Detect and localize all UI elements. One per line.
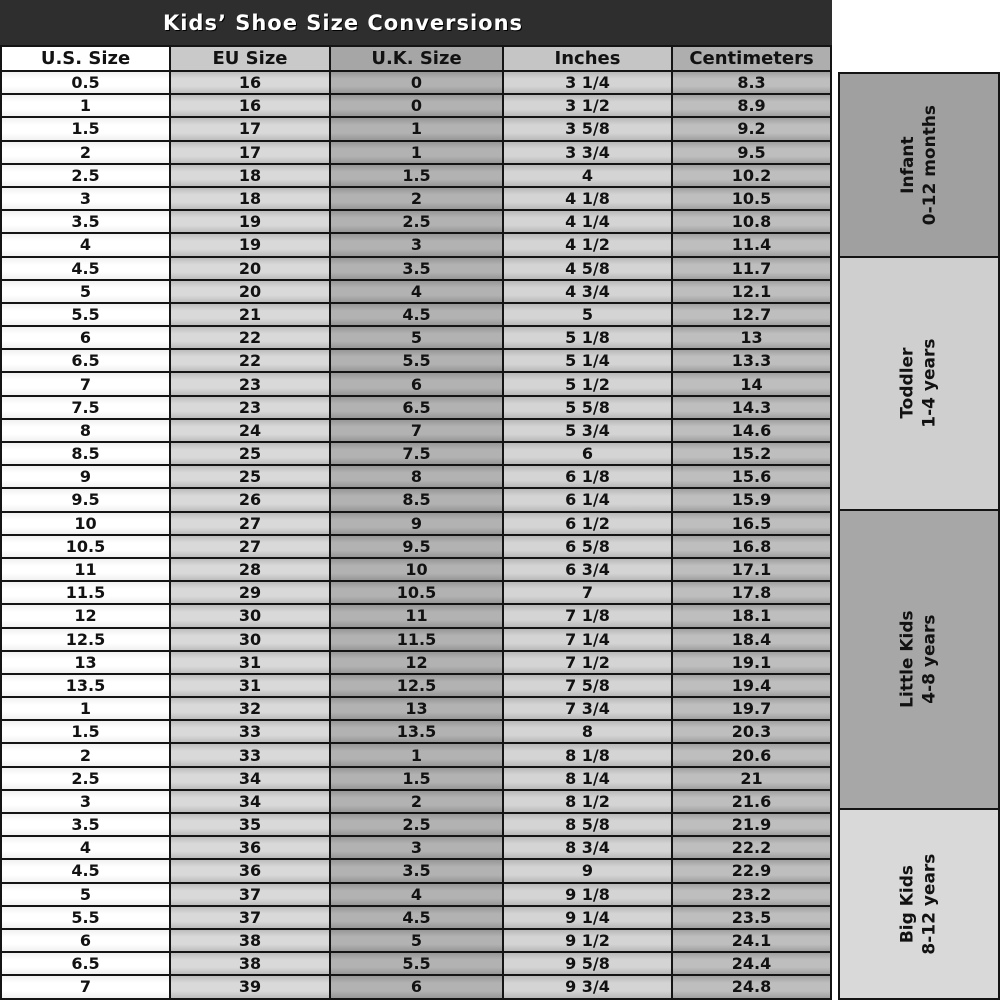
table-row [2,791,832,814]
cell-eu-size: 34 [171,791,331,814]
cell-centimeters: 24.4 [673,953,832,976]
cell-us-size: 4.5 [2,258,171,281]
age-group-label [897,105,941,225]
cell-inches: 8 3/4 [504,837,673,860]
cell-eu-size: 29 [171,582,331,605]
cell-inches: 7 [504,582,673,605]
cell-uk-size: 3 [331,837,504,860]
table-row [2,258,832,281]
age-group-name: Big Kids [897,865,918,944]
cell-uk-size: 4.5 [331,907,504,930]
cell-eu-size: 36 [171,837,331,860]
cell-eu-size: 38 [171,953,331,976]
cell-us-size: 0.5 [2,72,171,95]
cell-inches: 9 1/8 [504,884,673,907]
table-row [2,513,832,536]
table-row [2,652,832,675]
cell-us-size: 4.5 [2,860,171,883]
cell-uk-size: 0 [331,95,504,118]
cell-us-size: 3.5 [2,211,171,234]
cell-uk-size: 3 [331,234,504,257]
cell-eu-size: 30 [171,605,331,628]
title-bar [0,0,832,45]
cell-uk-size: 12.5 [331,675,504,698]
cell-uk-size: 11 [331,605,504,628]
table-row [2,582,832,605]
table-row [2,930,832,953]
cell-inches: 4 1/4 [504,211,673,234]
cell-inches: 3 1/4 [504,72,673,95]
cell-inches: 5 1/4 [504,350,673,373]
cell-centimeters: 14.3 [673,397,832,420]
cell-centimeters: 21.6 [673,791,832,814]
cell-us-size: 2 [2,142,171,165]
cell-eu-size: 35 [171,814,331,837]
cell-us-size: 4 [2,234,171,257]
cell-centimeters: 21 [673,768,832,791]
cell-uk-size: 7 [331,420,504,443]
cell-uk-size: 8 [331,466,504,489]
cell-centimeters: 15.2 [673,443,832,466]
cell-us-size: 7 [2,976,171,999]
cell-inches: 4 1/2 [504,234,673,257]
cell-inches: 4 [504,165,673,188]
cell-centimeters: 9.5 [673,142,832,165]
cell-eu-size: 18 [171,188,331,211]
cell-centimeters: 24.8 [673,976,832,999]
cell-centimeters: 19.7 [673,698,832,721]
cell-uk-size: 9 [331,513,504,536]
cell-eu-size: 38 [171,930,331,953]
cell-uk-size: 9.5 [331,536,504,559]
cell-eu-size: 20 [171,281,331,304]
cell-us-size: 5.5 [2,907,171,930]
cell-inches: 5 1/8 [504,327,673,350]
cell-us-size: 1.5 [2,118,171,141]
cell-us-size: 5 [2,884,171,907]
table-row [2,605,832,628]
age-group-label [897,611,941,708]
cell-inches: 8 [504,721,673,744]
cell-eu-size: 17 [171,118,331,141]
cell-inches: 3 5/8 [504,118,673,141]
cell-uk-size: 4.5 [331,304,504,327]
table-row [2,536,832,559]
table-row [2,976,832,999]
cell-us-size: 11 [2,559,171,582]
cell-uk-size: 6 [331,976,504,999]
table-header-row [2,45,832,72]
table-row [2,234,832,257]
cell-us-size: 1 [2,698,171,721]
column-header-centimeters: Centimeters [673,45,832,72]
table-row [2,559,832,582]
cell-inches: 9 1/4 [504,907,673,930]
age-group-sidebar [838,72,1000,1000]
cell-us-size: 5 [2,281,171,304]
cell-eu-size: 37 [171,884,331,907]
cell-uk-size: 11.5 [331,629,504,652]
cell-centimeters: 23.2 [673,884,832,907]
cell-uk-size: 10 [331,559,504,582]
cell-eu-size: 34 [171,768,331,791]
cell-us-size: 6.5 [2,953,171,976]
cell-centimeters: 18.4 [673,629,832,652]
table-row [2,884,832,907]
table-row [2,281,832,304]
age-group-label [897,854,941,955]
cell-uk-size: 12 [331,652,504,675]
cell-centimeters: 23.5 [673,907,832,930]
cell-us-size: 9.5 [2,489,171,512]
cell-centimeters: 14 [673,373,832,396]
column-header-us-size: U.S. Size [2,45,171,72]
table-row [2,72,832,95]
table-row [2,95,832,118]
cell-eu-size: 24 [171,420,331,443]
cell-centimeters: 17.1 [673,559,832,582]
age-group-little-kids [840,511,998,811]
cell-centimeters: 19.4 [673,675,832,698]
cell-centimeters: 19.1 [673,652,832,675]
age-group-name: Little Kids [897,610,918,709]
cell-centimeters: 20.3 [673,721,832,744]
cell-uk-size: 4 [331,281,504,304]
cell-inches: 4 5/8 [504,258,673,281]
cell-eu-size: 16 [171,72,331,95]
cell-eu-size: 16 [171,95,331,118]
cell-centimeters: 22.9 [673,860,832,883]
age-group-name: Toddler [897,347,918,419]
cell-inches: 5 3/4 [504,420,673,443]
cell-uk-size: 10.5 [331,582,504,605]
table-row [2,698,832,721]
cell-uk-size: 3.5 [331,860,504,883]
cell-us-size: 11.5 [2,582,171,605]
cell-uk-size: 2.5 [331,814,504,837]
cell-centimeters: 13.3 [673,350,832,373]
table-row [2,744,832,767]
cell-eu-size: 19 [171,234,331,257]
cell-inches: 9 5/8 [504,953,673,976]
cell-us-size: 13 [2,652,171,675]
cell-inches: 8 1/8 [504,744,673,767]
cell-centimeters: 8.3 [673,72,832,95]
cell-uk-size: 5.5 [331,350,504,373]
cell-us-size: 10 [2,513,171,536]
cell-uk-size: 6.5 [331,397,504,420]
cell-inches: 5 1/2 [504,373,673,396]
cell-centimeters: 22.2 [673,837,832,860]
table-row [2,768,832,791]
cell-centimeters: 8.9 [673,95,832,118]
cell-eu-size: 18 [171,165,331,188]
cell-uk-size: 5.5 [331,953,504,976]
cell-centimeters: 10.2 [673,165,832,188]
cell-us-size: 6.5 [2,350,171,373]
cell-uk-size: 4 [331,884,504,907]
cell-us-size: 13.5 [2,675,171,698]
cell-inches: 9 3/4 [504,976,673,999]
table-row [2,907,832,930]
age-group-range: 4-8 years [919,614,940,705]
cell-eu-size: 27 [171,513,331,536]
cell-centimeters: 15.6 [673,466,832,489]
cell-centimeters: 14.6 [673,420,832,443]
cell-us-size: 12 [2,605,171,628]
cell-centimeters: 10.5 [673,188,832,211]
cell-eu-size: 23 [171,397,331,420]
cell-eu-size: 22 [171,327,331,350]
table-row [2,188,832,211]
cell-eu-size: 25 [171,443,331,466]
cell-eu-size: 21 [171,304,331,327]
table-row [2,350,832,373]
column-header-eu-size: EU Size [171,45,331,72]
cell-eu-size: 31 [171,652,331,675]
cell-centimeters: 11.7 [673,258,832,281]
cell-us-size: 2.5 [2,768,171,791]
cell-eu-size: 30 [171,629,331,652]
cell-uk-size: 1 [331,118,504,141]
cell-us-size: 8 [2,420,171,443]
cell-us-size: 2.5 [2,165,171,188]
table-row [2,304,832,327]
cell-centimeters: 21.9 [673,814,832,837]
table-row [2,118,832,141]
table-row [2,489,832,512]
cell-inches: 4 3/4 [504,281,673,304]
cell-centimeters: 20.6 [673,744,832,767]
cell-centimeters: 12.1 [673,281,832,304]
cell-centimeters: 18.1 [673,605,832,628]
cell-us-size: 3 [2,791,171,814]
cell-uk-size: 2.5 [331,211,504,234]
table-row [2,953,832,976]
cell-eu-size: 39 [171,976,331,999]
cell-centimeters: 9.2 [673,118,832,141]
table-row [2,211,832,234]
cell-eu-size: 26 [171,489,331,512]
table-row [2,327,832,350]
cell-centimeters: 15.9 [673,489,832,512]
cell-inches: 9 1/2 [504,930,673,953]
cell-us-size: 5.5 [2,304,171,327]
cell-inches: 6 5/8 [504,536,673,559]
cell-uk-size: 0 [331,72,504,95]
cell-us-size: 3 [2,188,171,211]
cell-us-size: 1 [2,95,171,118]
age-group-range: 0-12 months [920,104,940,225]
table-row [2,629,832,652]
table-row [2,466,832,489]
cell-centimeters: 17.8 [673,582,832,605]
table-row [2,721,832,744]
cell-inches: 7 1/4 [504,629,673,652]
cell-us-size: 12.5 [2,629,171,652]
cell-eu-size: 33 [171,744,331,767]
cell-uk-size: 5 [331,327,504,350]
cell-inches: 3 1/2 [504,95,673,118]
table-row [2,814,832,837]
cell-eu-size: 36 [171,860,331,883]
cell-centimeters: 12.7 [673,304,832,327]
cell-us-size: 10.5 [2,536,171,559]
age-group-infant [840,74,998,258]
cell-us-size: 3.5 [2,814,171,837]
cell-inches: 4 1/8 [504,188,673,211]
table-row [2,860,832,883]
cell-uk-size: 2 [331,188,504,211]
cell-eu-size: 33 [171,721,331,744]
cell-us-size: 9 [2,466,171,489]
table-row [2,165,832,188]
age-group-range: 1-4 years [920,338,940,428]
cell-inches: 7 5/8 [504,675,673,698]
column-header-uk-size: U.K. Size [331,45,504,72]
cell-centimeters: 13 [673,327,832,350]
cell-us-size: 1.5 [2,721,171,744]
cell-us-size: 4 [2,837,171,860]
cell-inches: 8 1/2 [504,791,673,814]
cell-uk-size: 5 [331,930,504,953]
age-group-big-kids [840,810,998,998]
conversion-table [0,45,832,1000]
cell-uk-size: 2 [331,791,504,814]
table-row [2,373,832,396]
cell-inches: 7 3/4 [504,698,673,721]
cell-eu-size: 31 [171,675,331,698]
cell-inches: 8 5/8 [504,814,673,837]
cell-inches: 7 1/8 [504,605,673,628]
cell-inches: 6 1/4 [504,489,673,512]
cell-inches: 9 [504,860,673,883]
age-group-toddler [840,258,998,511]
cell-uk-size: 1.5 [331,165,504,188]
cell-inches: 5 5/8 [504,397,673,420]
cell-uk-size: 1.5 [331,768,504,791]
cell-centimeters: 24.1 [673,930,832,953]
cell-inches: 6 1/2 [504,513,673,536]
cell-uk-size: 8.5 [331,489,504,512]
cell-eu-size: 27 [171,536,331,559]
cell-uk-size: 1 [331,744,504,767]
age-group-range: 8-12 years [919,853,940,955]
cell-centimeters: 11.4 [673,234,832,257]
cell-uk-size: 1 [331,142,504,165]
cell-eu-size: 22 [171,350,331,373]
cell-centimeters: 16.8 [673,536,832,559]
cell-inches: 3 3/4 [504,142,673,165]
cell-eu-size: 28 [171,559,331,582]
cell-uk-size: 6 [331,373,504,396]
cell-eu-size: 19 [171,211,331,234]
cell-us-size: 7 [2,373,171,396]
cell-eu-size: 20 [171,258,331,281]
chart-title: Kids’ Shoe Size Conversions [162,10,524,35]
cell-uk-size: 3.5 [331,258,504,281]
cell-eu-size: 17 [171,142,331,165]
cell-eu-size: 32 [171,698,331,721]
cell-us-size: 8.5 [2,443,171,466]
table-row [2,142,832,165]
cell-eu-size: 37 [171,907,331,930]
cell-centimeters: 16.5 [673,513,832,536]
cell-inches: 6 [504,443,673,466]
cell-inches: 6 3/4 [504,559,673,582]
cell-inches: 6 1/8 [504,466,673,489]
age-group-name: Infant [897,136,918,194]
cell-us-size: 6 [2,930,171,953]
table-row [2,420,832,443]
cell-centimeters: 10.8 [673,211,832,234]
cell-uk-size: 7.5 [331,443,504,466]
cell-inches: 5 [504,304,673,327]
table-row [2,397,832,420]
table-row [2,837,832,860]
table-row [2,443,832,466]
table-row [2,675,832,698]
cell-us-size: 6 [2,327,171,350]
cell-eu-size: 25 [171,466,331,489]
cell-uk-size: 13.5 [331,721,504,744]
cell-inches: 8 1/4 [504,768,673,791]
cell-uk-size: 13 [331,698,504,721]
age-group-label [897,339,941,428]
column-header-inches: Inches [504,45,673,72]
table-body [2,72,832,1000]
cell-us-size: 7.5 [2,397,171,420]
cell-inches: 7 1/2 [504,652,673,675]
cell-us-size: 2 [2,744,171,767]
cell-eu-size: 23 [171,373,331,396]
